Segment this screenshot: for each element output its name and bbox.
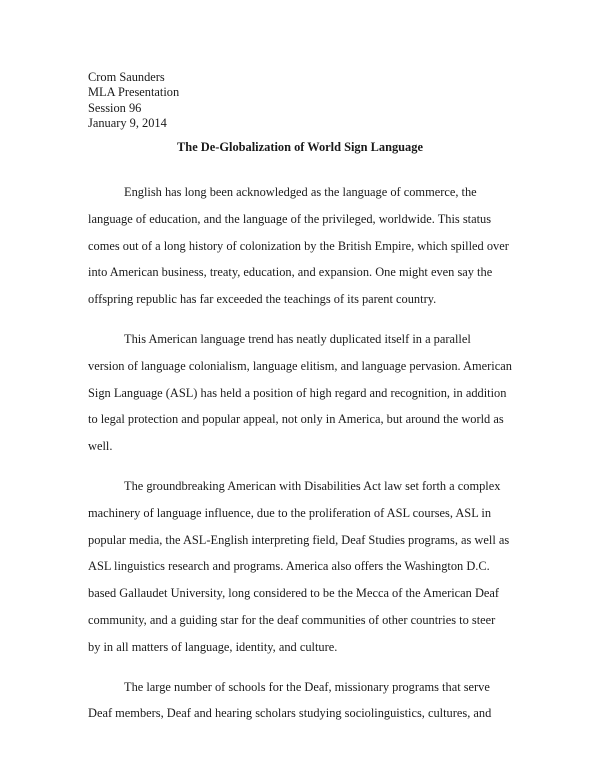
- paragraph-line: The groundbreaking American with Disabilities Act law set forth a complex: [124, 478, 501, 493]
- paragraph-line: English has long been acknowledged as the language of commerce, the: [124, 185, 477, 199]
- document-title: The De-Globalization of World Sign Language: [177, 140, 423, 154]
- paragraph-line: offspring republic has far exceeded the teachings of its parent country.: [88, 292, 437, 307]
- paragraph: [88, 473, 518, 661]
- paragraph: [88, 674, 518, 728]
- paragraph-line: community, and a guiding star for the deaf communities of other countries to steer: [88, 612, 496, 627]
- session-number: Session 96: [88, 100, 142, 115]
- paragraph-line: by in all matters of language, identity, and culture.: [88, 639, 338, 654]
- event-name: MLA Presentation: [88, 85, 180, 100]
- paragraph-line: to legal protection and popular appeal, not only in America, but around the world as: [88, 412, 504, 427]
- paragraph-line: ASL linguistics research and programs. America also offers the Washington D.C.: [88, 559, 490, 574]
- document-date: January 9, 2014: [88, 115, 167, 130]
- paragraph: [88, 179, 518, 313]
- paragraph-line: This American language trend has neatly duplicated itself in a parallel: [124, 331, 471, 346]
- author-name: Crom Saunders: [88, 70, 165, 84]
- paragraph-line: language of education, and the language of the privileged, worldwide. This status: [88, 211, 492, 226]
- document-body: [88, 179, 518, 740]
- paragraph-line: based Gallaudet University, long considered to be the Mecca of the American Deaf: [88, 586, 500, 601]
- paragraph-line: machinery of language influence, due to the proliferation of ASL courses, ASL in: [88, 505, 492, 520]
- paragraph-line: comes out of a long history of colonization by the British Empire, which spilled over: [88, 238, 509, 253]
- paragraph-line: Sign Language (ASL) has held a position of high regard and recognition, in addition: [88, 385, 507, 400]
- paragraph-line: into American business, treaty, education, and expansion. One might even say the: [88, 265, 493, 280]
- paragraph-line: well.: [88, 439, 113, 454]
- document-header: [88, 70, 179, 131]
- paragraph-line: version of language colonialism, language elitism, and language pervasion. American: [88, 358, 512, 373]
- paragraph-line: Deaf members, Deaf and hearing scholars studying sociolinguistics, cultures, and: [88, 706, 492, 721]
- paragraph-line: The large number of schools for the Deaf, missionary programs that serve: [124, 679, 490, 694]
- paragraph: [88, 326, 518, 460]
- paragraph-line: popular media, the ASL-English interpreting field, Deaf Studies programs, as well as: [88, 532, 510, 547]
